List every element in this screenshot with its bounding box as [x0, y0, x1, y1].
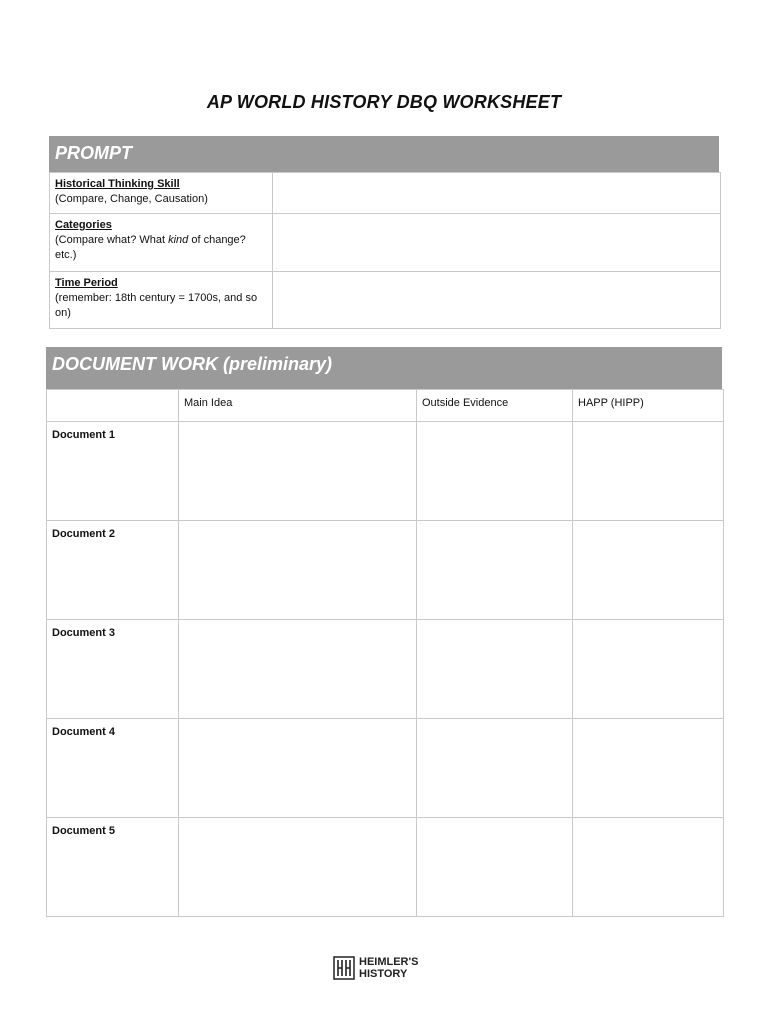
document-2-happ-cell[interactable] [573, 521, 724, 620]
document-4-outside-evidence-cell[interactable] [417, 719, 573, 818]
column-header-happ: HAPP (HIPP) [573, 390, 724, 422]
categories-answer[interactable] [273, 214, 721, 272]
column-header-outside-evidence: Outside Evidence [417, 390, 573, 422]
historical-thinking-skill-label: Historical Thinking Skill [55, 178, 180, 190]
table-row [47, 620, 724, 719]
document-5-happ-cell[interactable] [573, 818, 724, 917]
time-period-label: Time Period [55, 277, 118, 289]
table-row [47, 521, 724, 620]
prompt-label-cell [50, 173, 273, 214]
prompt-label-cell [50, 272, 273, 329]
document-2-main-idea-cell[interactable] [179, 521, 417, 620]
document-2-outside-evidence-cell[interactable] [417, 521, 573, 620]
prompt-table [49, 172, 721, 329]
prompt-label-cell [50, 214, 273, 272]
document-3-outside-evidence-cell[interactable] [417, 620, 573, 719]
document-2-label: Document 2 [47, 521, 179, 620]
document-4-main-idea-cell[interactable] [179, 719, 417, 818]
document-1-label: Document 1 [47, 422, 179, 521]
column-header-row [47, 390, 724, 422]
table-row [47, 818, 724, 917]
table-row [47, 422, 724, 521]
categories-desc: (Compare what? What kind of change? etc.) [55, 234, 246, 261]
document-3-main-idea-cell[interactable] [179, 620, 417, 719]
prompt-row-skill [50, 173, 721, 214]
heimlers-history-logo-icon [333, 956, 355, 980]
document-5-label: Document 5 [47, 818, 179, 917]
document-4-label: Document 4 [47, 719, 179, 818]
document-3-label: Document 3 [47, 620, 179, 719]
historical-thinking-skill-answer[interactable] [273, 173, 721, 214]
page-title: AP WORLD HISTORY DBQ WORKSHEET [206, 92, 562, 112]
document-1-outside-evidence-cell[interactable] [417, 422, 573, 521]
document-1-happ-cell[interactable] [573, 422, 724, 521]
time-period-answer[interactable] [273, 272, 721, 329]
categories-label: Categories [55, 219, 112, 231]
document-3-happ-cell[interactable] [573, 620, 724, 719]
document-5-outside-evidence-cell[interactable] [417, 818, 573, 917]
historical-thinking-skill-desc: (Compare, Change, Causation) [55, 193, 208, 205]
prompt-row-categories [50, 214, 721, 272]
prompt-row-time-period [50, 272, 721, 329]
document-1-main-idea-cell[interactable] [179, 422, 417, 521]
document-work-table [46, 389, 724, 917]
logo-line-1: HEIMLER'S [359, 956, 419, 968]
prompt-header: PROMPT [49, 136, 719, 172]
document-4-happ-cell[interactable] [573, 719, 724, 818]
table-row [47, 719, 724, 818]
heimlers-history-logo [333, 955, 437, 981]
time-period-desc: (remember: 18th century = 1700s, and so on) [55, 292, 258, 319]
corner-cell [47, 390, 179, 422]
logo-wordmark [359, 956, 418, 980]
logo-line-2: HISTORY [359, 968, 408, 980]
column-header-main-idea: Main Idea [179, 390, 417, 422]
document-5-main-idea-cell[interactable] [179, 818, 417, 917]
document-work-header: DOCUMENT WORK (preliminary) [46, 347, 722, 389]
